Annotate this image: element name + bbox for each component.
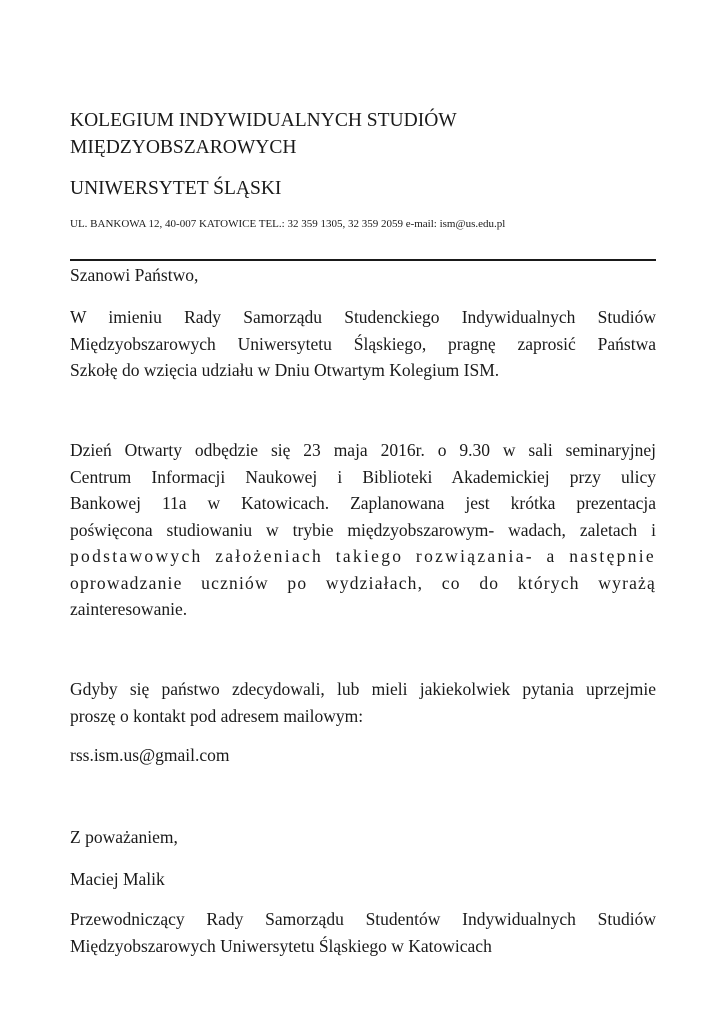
contact-paragraph <box>70 676 656 729</box>
details-line: Centrum Informacji Naukowej i Biblioteki Akademickiej przy ulicy <box>70 466 656 487</box>
closing: Z poważaniem, <box>70 827 178 847</box>
intro-paragraph <box>70 304 656 384</box>
details-line: poświęcona studiowaniu w trybie międzyobszarowym- wadach, zaletach i <box>70 519 656 540</box>
salutation: Szanowi Państwo, <box>70 265 199 285</box>
university-name: UNIWERSYTET ŚLĄSKI <box>70 178 282 199</box>
institution-name-line1: KOLEGIUM INDYWIDUALNYCH STUDIÓW <box>70 110 457 131</box>
signature-title <box>70 906 656 959</box>
signature-title-line: Międzyobszarowych Uniwersytetu Śląskiego w Katowicach <box>70 935 492 956</box>
contact-line: Gdyby się państwo zdecydowali, lub mieli jakiekolwiek pytania uprzejmie <box>70 679 656 699</box>
address-line: UL. BANKOWA 12, 40-007 KATOWICE TEL.: 32 359 1305, 32 359 2059 e-mail: ism@us.edu.pl <box>70 218 506 230</box>
contact-email: rss.ism.us@gmail.com <box>70 745 230 765</box>
details-line: podstawowych założeniach takiego rozwiązania- a następnie <box>70 546 656 566</box>
signature-name: Maciej Malik <box>70 869 165 889</box>
details-line: Bankowej 11a w Katowicach. Zaplanowana jest krótka prezentacja <box>70 493 656 513</box>
contact-line: proszę o kontakt pod adresem mailowym: <box>70 705 364 726</box>
signature-title-line: Przewodniczący Rady Samorządu Studentów Indywidualnych Studiów <box>70 909 656 929</box>
institution-name <box>70 107 670 161</box>
details-line: oprowadzanie uczniów po wydziałach, co do których wyrażą <box>70 572 656 593</box>
intro-line: W imieniu Rady Samorządu Studenckiego Indywidualnych Studiów <box>70 307 656 327</box>
details-line: zainteresowanie. <box>70 599 188 619</box>
header-divider <box>70 259 656 261</box>
intro-line: Szkołę do wzięcia udziału w Dniu Otwartym Kolegium ISM. <box>70 360 500 380</box>
institution-name-line2: MIĘDZYOBSZAROWYCH <box>70 137 297 158</box>
details-paragraph <box>70 437 656 623</box>
details-line: Dzień Otwarty odbędzie się 23 maja 2016r. o 9.30 w sali seminaryjnej <box>70 440 656 460</box>
intro-line: Międzyobszarowych Uniwersytetu Śląskiego, pragnę zaprosić Państwa <box>70 333 656 354</box>
